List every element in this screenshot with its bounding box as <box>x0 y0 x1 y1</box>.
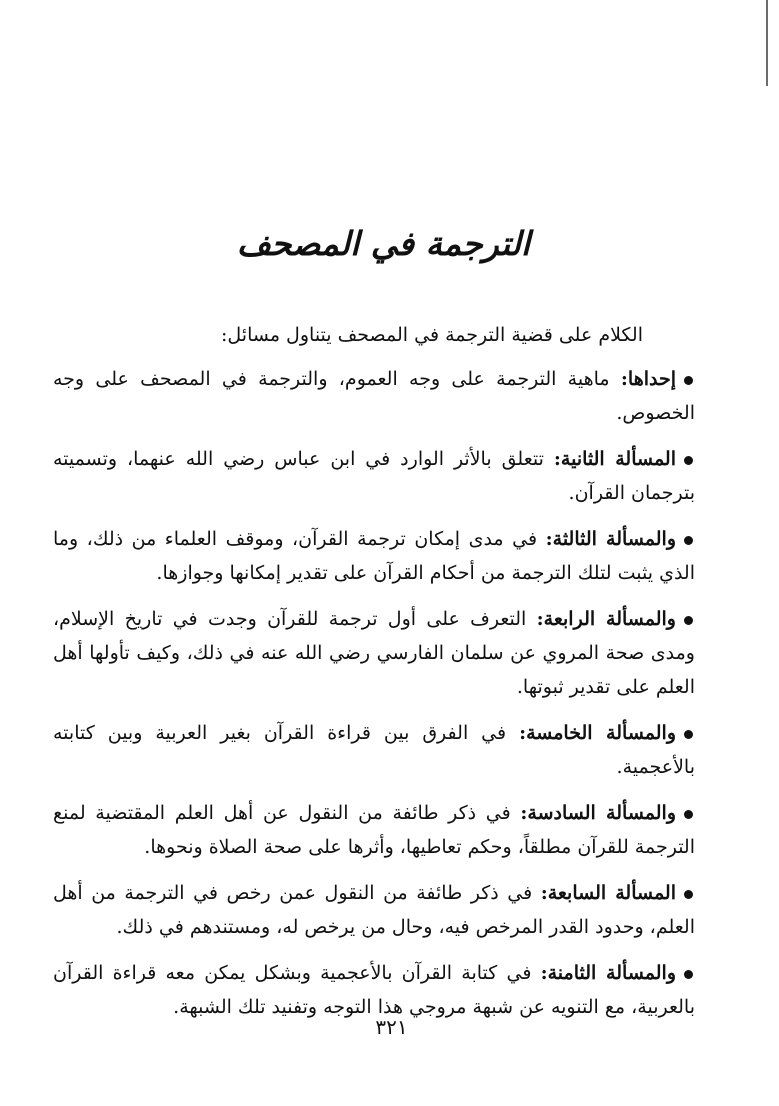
issues-list <box>53 362 695 1036</box>
issue-label: والمسألة الرابعة: <box>536 608 676 630</box>
intro-paragraph: الكلام على قضية الترجمة في المصحف يتناول مسائل: <box>221 324 643 346</box>
issue-text: التعرف على أول ترجمة للقرآن وجدت في تاريخ الإسلام، ومدى صحة المروي عن سلمان الفارسي رضي الله عنه في ذلك، وكيف تأولها أهل العلم على تقدير ثبوتها. <box>53 608 695 698</box>
bullet-icon <box>684 730 693 739</box>
bullet-icon <box>684 616 693 625</box>
bullet-icon <box>684 970 693 979</box>
bullet-icon <box>684 890 693 899</box>
list-item <box>53 876 695 944</box>
list-item <box>53 602 695 704</box>
issue-label: والمسألة الثامنة: <box>540 962 676 984</box>
issue-label: والمسألة السادسة: <box>520 802 677 824</box>
list-item <box>53 796 695 864</box>
issue-text: في كتابة القرآن بالأعجمية وبشكل يمكن معه قراءة القرآن بالعربية، مع التنويه عن شبهة مروجي هذا التوجه وتفنيد تلك الشبهة. <box>53 962 695 1018</box>
issue-text: في الفرق بين قراءة القرآن بغير العربية وبين كتابته بالأعجمية. <box>53 722 695 778</box>
issue-text: ماهية الترجمة على وجه العموم، والترجمة في المصحف على وجه الخصوص. <box>53 368 695 424</box>
issue-text: تتعلق بالأثر الوارد في ابن عباس رضي الله عنهما، وتسميته بترجمان القرآن. <box>53 448 695 504</box>
list-item <box>53 442 695 510</box>
bullet-icon <box>684 810 693 819</box>
page-title: الترجمة في المصحف <box>236 224 531 263</box>
issue-text: في ذكر طائفة من النقول عن أهل العلم المقتضية لمنع الترجمة للقرآن مطلقاً، وحكم تعاطيها، وأثرها على صحة الصلاة ونحوها. <box>53 802 695 858</box>
bullet-icon <box>684 536 693 545</box>
issue-label: والمسألة الثالثة: <box>545 528 676 550</box>
issue-label: المسألة السابعة: <box>540 882 677 904</box>
issue-text: في مدى إمكان ترجمة القرآن، وموقف العلماء من ذلك، وما الذي يثبت لتلك الترجمة من أحكام القرآن على تقدير إمكانها وجوازها. <box>53 528 695 584</box>
list-item <box>53 362 695 430</box>
issue-label: والمسألة الخامسة: <box>519 722 676 744</box>
bullet-icon <box>684 376 693 385</box>
page-number: ٣٢١ <box>375 1015 408 1039</box>
list-item <box>53 716 695 784</box>
list-item <box>53 522 695 590</box>
issue-text: في ذكر طائفة من النقول عمن رخص في الترجمة من أهل العلم، وحدود القدر المرخص فيه، وحال من يرخص له، ومستندهم في ذلك. <box>53 882 695 938</box>
bullet-icon <box>684 456 693 465</box>
issue-label: المسألة الثانية: <box>553 448 677 470</box>
issue-label: إحداها: <box>620 368 676 390</box>
